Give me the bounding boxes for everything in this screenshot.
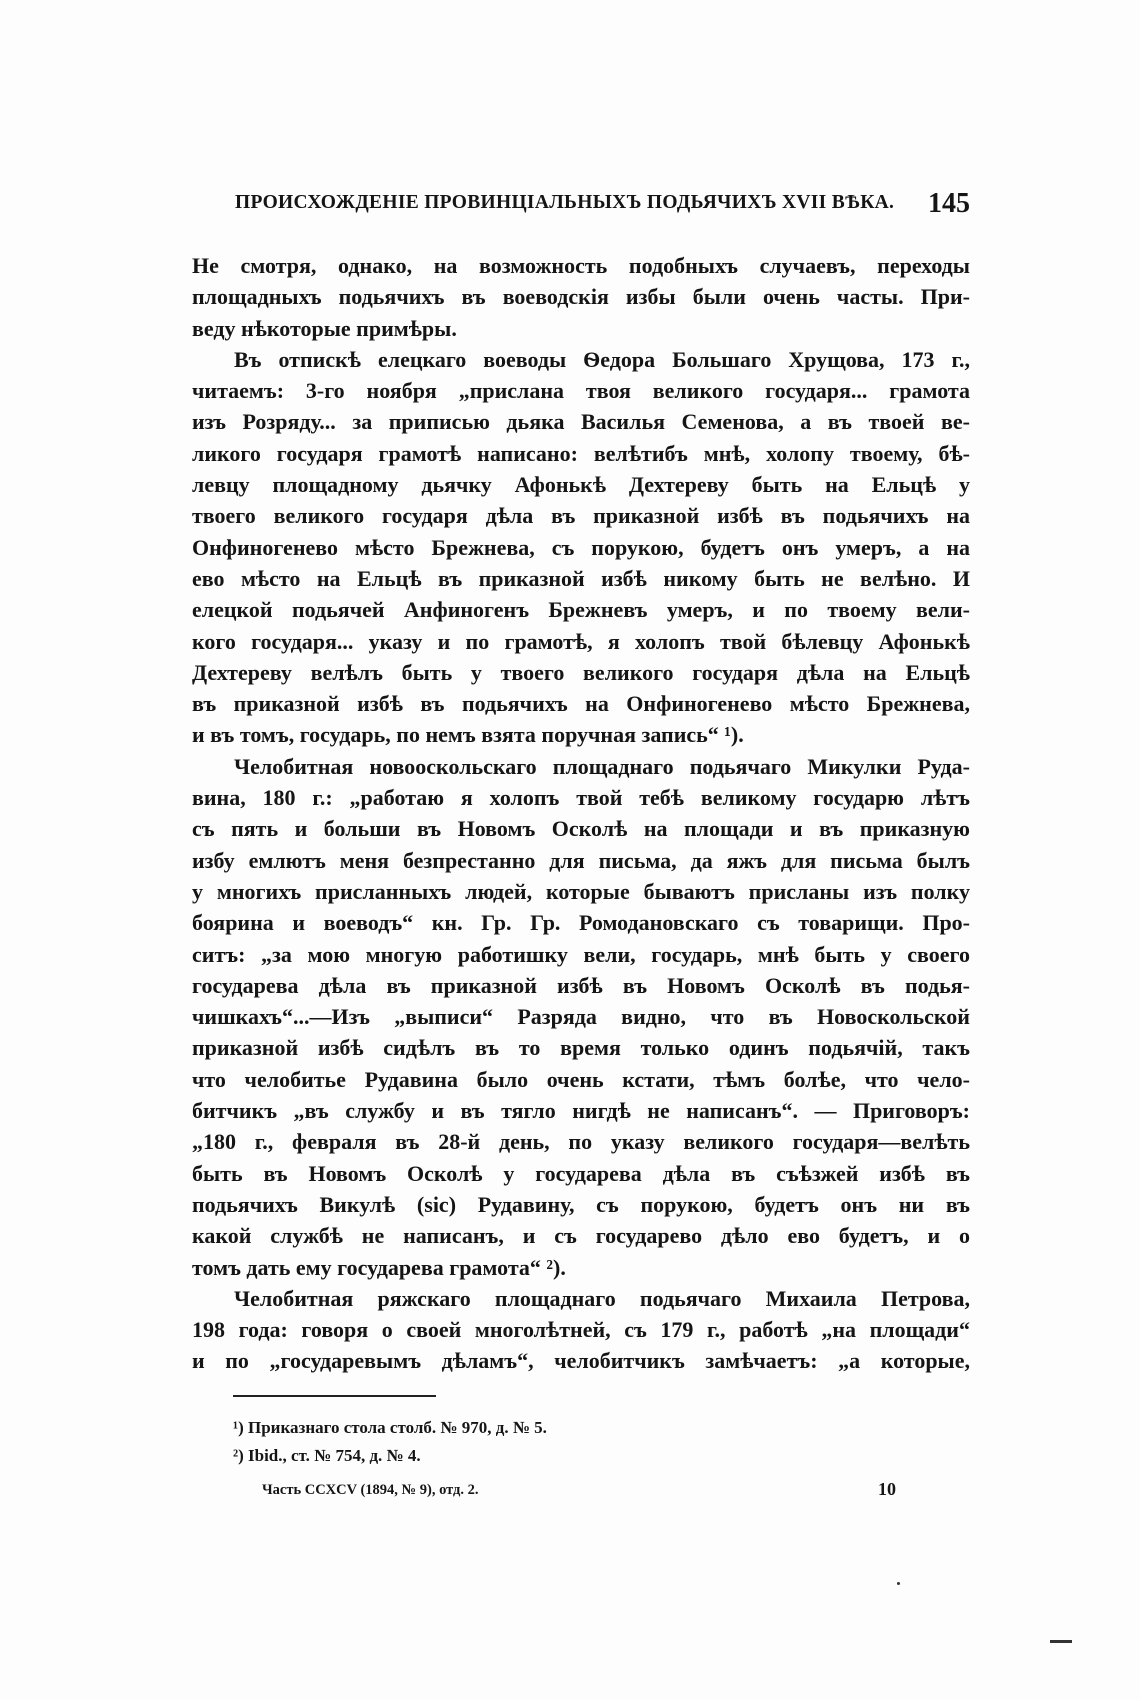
text-line: ликого государя грамотѣ написано: велѣтибъ мнѣ, холопу твоему, бѣ- [192,440,970,466]
text-line: Челобитная новооскольскаго площаднаго подьячаго Микулки Руда- [234,753,970,779]
text-line: твоего великого государя дѣла въ приказной избѣ въ подьячихъ на [192,503,970,529]
footnote: ¹) Приказнаго стола столб. № 970, д. № 5. [233,1418,547,1437]
text-line: веду нѣкоторые примѣры. [192,315,457,341]
edge-mark [1050,1640,1072,1643]
footnotes [233,1414,733,1470]
text-line: съ пять и больши въ Новомъ Осколѣ на площади и въ приказную [192,816,970,842]
text-line: государева дѣла въ приказной избѣ въ Новомъ Осколѣ въ подья- [192,972,970,998]
signature-number: 10 [878,1479,896,1499]
text-line: въ приказной избѣ въ подьячихъ на Онфиногенево мѣсто Брежнева, [192,691,970,717]
text-line: Въ отпискѣ елецкаго воеводы Ѳедора Большаго Хрущова, 173 г., [234,346,970,372]
text-line: кого государя... указу и по грамотѣ, я холопъ твой бѣлевцу Афонькѣ [192,628,970,654]
text-line: читаемъ: 3-го ноября „прислана твоя великого государя... грамота [192,378,970,404]
text-line: Дехтереву велѣлъ быть у твоего великого государя дѣла на Ельцѣ [192,659,970,685]
text-line: у многихъ присланныхъ людей, которые бываютъ присланы изъ полку [192,878,970,904]
text-line: „180 г., февраля въ 28-й день, по указу великого государя—велѣть [192,1129,970,1155]
text-line: битчикъ „въ службу и въ тягло нигдѣ не написанъ“. — Приговоръ: [192,1098,970,1124]
text-line: ево мѣсто на Ельцѣ въ приказной избѣ никому быть не велѣно. И [192,565,970,591]
text-line: вина, 180 г.: „работаю я холопъ твой тебѣ великому государю лѣтъ [192,785,970,811]
footnote-divider [233,1395,436,1397]
signature-line: Часть CCXCV (1894, № 9), отд. 2. [262,1482,479,1498]
text-line: площадныхъ подьячихъ въ воеводскія избы были очень часты. При- [192,284,970,310]
text-line: быть въ Новомъ Осколѣ у государева дѣла въ съѣзжей избѣ въ [192,1160,970,1186]
text-line: елецкой подьячей Анфиногенъ Брежневъ умеръ, и по твоему вели- [192,597,970,623]
page-number: 145 [928,188,970,219]
text-line: 198 года: говоря о своей многолѣтней, съ 179 г., работѣ „на площади“ [192,1317,970,1343]
text-line: и по „государевымъ дѣламъ“, челобитчикъ замѣчаетъ: „а которые, [192,1348,970,1374]
footnote: ²) Ibid., ст. № 754, д. № 4. [233,1446,421,1465]
running-header-title: ПРОИСХОЖДЕНІЕ ПРОВИНЦІАЛЬНЫХЪ ПОДЬЯЧИХЪ XVII ВѢКА. [235,192,895,213]
text-line: левцу площадному дьячку Афонькѣ Дехтереву быть на Ельцѣ у [192,472,970,498]
text-line: избу емлютъ меня безпрестанно для письма, да яжъ для письма былъ [192,847,970,873]
text-line: изъ Розряду... за приписью дьяка Василья Семенова, а въ твоей ве- [192,409,970,435]
print-speck [897,1582,900,1585]
text-line: приказной избѣ сидѣлъ въ то время только одинъ подьячій, такъ [192,1035,970,1061]
body-text [192,250,970,1377]
text-line: подьячихъ Викулѣ (sic) Рудавину, съ порукою, будетъ онъ ни въ [192,1191,970,1217]
text-line: что челобитье Рудавина было очень кстати, тѣмъ болѣе, что чело- [192,1066,970,1092]
text-line: чишкахъ“...—Изъ „выписи“ Разряда видно, что въ Новоскольской [192,1004,970,1030]
running-header [235,188,970,228]
text-line: какой службѣ не написанъ, и съ государево дѣло ево будетъ, и о [192,1223,970,1249]
text-line: Не смотря, однако, на возможность подобныхъ случаевъ, переходы [192,253,970,278]
text-line: Онфиногенево мѣсто Брежнева, съ порукою, будетъ онъ умеръ, а на [192,534,970,560]
text-line: и въ томъ, государь, по немъ взята поручная запись“ ¹). [192,722,744,748]
text-line: ситъ: „за мою многую работишку вели, государь, мнѣ быть у своего [192,941,970,967]
text-line: Челобитная ряжскаго площаднаго подьячаго Михаила Петрова, [234,1285,970,1311]
text-line: томъ дать ему государева грамота“ ²). [192,1254,566,1280]
text-line: боярина и воеводъ“ кн. Гр. Гр. Ромодановскаго съ товарищи. Про- [192,910,970,936]
